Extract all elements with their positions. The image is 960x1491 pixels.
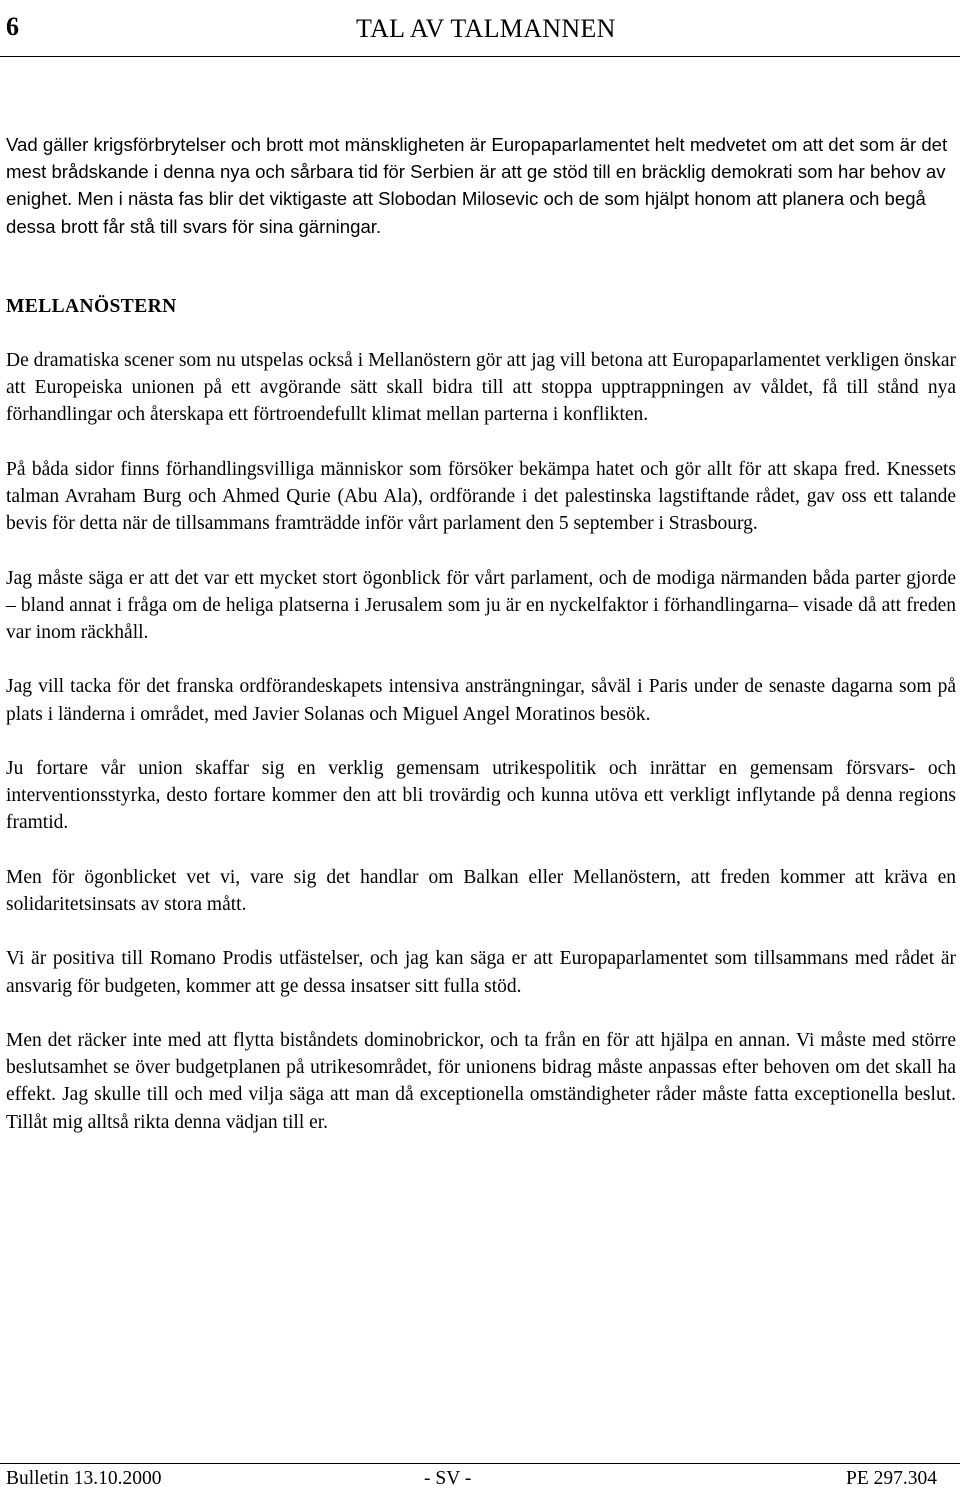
footer-language: - SV - <box>424 1468 472 1489</box>
section-heading: MELLANÖSTERN <box>6 295 177 317</box>
paragraph: Vi är positiva till Romano Prodis utfästelser, och jag kan säga er att Europaparlamentet som tillsammans med rådet är ansvarig för budgeten, kommer att ge dessa insatser sitt fulla stöd. <box>6 948 956 997</box>
paragraph: Ju fortare vår union skaffar sig en verklig gemensam utrikespolitik och inrättar en gemensam försvars- och interventionsstyrka, desto fortare kommer den att bli trovärdig och kunna utöva ett verkligt inflytande på denna regions framtid. <box>6 758 956 834</box>
paragraph: Jag måste säga er att det var ett mycket stort ögonblick för vårt parlament, och de modiga närmanden båda parter gjorde – bland annat i fråga om de heliga platserna i Jerusalem som ju är en nyckelfaktor i förhandlingarna– visade då att freden var inom räckhåll. <box>6 567 956 644</box>
paragraph: De dramatiska scener som nu utspelas också i Mellanöstern gör att jag vill betona att Europaparlamentet verkligen önskar att Europeiska unionen på ett avgörande sätt skall bidra till att stoppa upptrappningen av våldet, få till stånd nya förhandlingar och återskapa ett förtroendefullt klimat mellan parterna i konflikten. <box>6 350 956 426</box>
paragraph: Jag vill tacka för det franska ordförandeskapets intensiva ansträngningar, såväl i Paris under de senaste dagarna som på plats i länderna i området, med Javier Solanas och Miguel Angel Moratinos besök. <box>6 676 956 725</box>
paragraph: På båda sidor finns förhandlingsvilliga människor som försöker bekämpa hatet och gör allt för att skapa fred. Knessets talman Avraham Burg och Ahmed Qurie (Abu Ala), ordförande i det palestinska lagstiftande rådet, gav oss ett talande bevis för detta när de tillsammans framträdde inför vårt parlament den 5 september i Strasbourg. <box>6 458 956 535</box>
document-body <box>6 131 956 1136</box>
footer-bulletin-date: Bulletin 13.10.2000 <box>6 1468 162 1489</box>
footer-divider <box>0 1463 960 1464</box>
running-title: TAL AV TALMANNEN <box>356 14 616 43</box>
footer-document-ref: PE 297.304 <box>846 1468 938 1489</box>
paragraph: Men det räcker inte med att flytta biståndets dominobrickor, och ta från en för att hjälpa en annan. Vi måste med större beslutsamhet se över budgetplanen på utrikesområdet, för unionens bidrag måste anpassas efter behoven om det skall ha effekt. Jag skulle till och med vilja säga att man då exceptionella omständigheter råder måste fatta exceptionella beslut. Tillåt mig alltså rikta denna vädjan till er. <box>6 1029 956 1133</box>
paragraph: Men för ögonblicket vet vi, vare sig det handlar om Balkan eller Mellanöstern, att freden kommer att kräva en solidaritetsinsats av stora mått. <box>6 866 956 915</box>
header-divider <box>0 56 960 57</box>
intro-paragraph: Vad gäller krigsförbrytelser och brott mot mänskligheten är Europaparlamentet helt medvetet om att det som är det mest brådskande i denna nya och sårbara tid för Serbien är att ge stöd till en bräcklig demokrati som har behov av enighet. Men i nästa fas blir det viktigaste att Slobodan Milosevic och de som hjälpt honom att planera och begå dessa brott får stå till svars för sina gärningar. <box>6 134 948 237</box>
page-number: 6 <box>6 12 19 41</box>
